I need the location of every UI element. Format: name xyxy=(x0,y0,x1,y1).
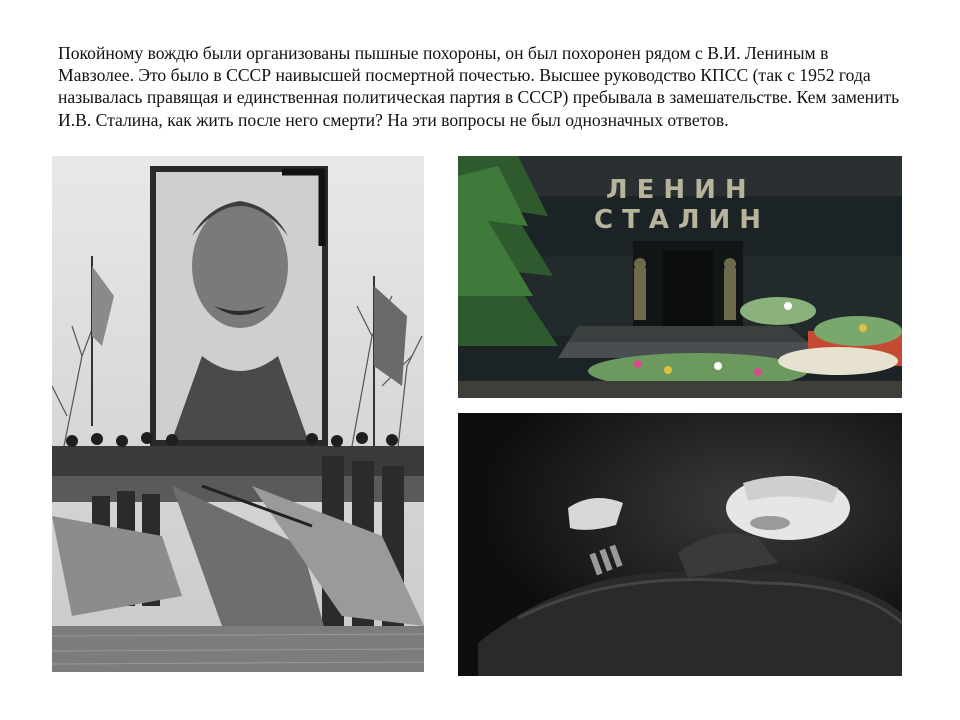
mausoleum-sign-stalin: СТАЛИН xyxy=(594,205,771,235)
mausoleum-sign-lenin: ЛЕНИН xyxy=(606,175,756,205)
lying-in-state-photo xyxy=(458,413,902,676)
mausoleum-photo xyxy=(458,156,902,398)
body-paragraph: Покойному вождю были организованы пышные похороны, он был похоронен рядом с В.И. Лениным в Мавзолее. Это было в СССР наивысшей посмертной почестью. Высшее руководство КПСС (так с 1952 года называлась правящая и единственная политическая партия в СССР) пребывала в замешательстве. Кем заменить И.В. Сталина, как жить после него смерти? На эти вопросы не был однозначных ответов. xyxy=(58,43,900,130)
funeral-procession-photo xyxy=(52,156,424,672)
